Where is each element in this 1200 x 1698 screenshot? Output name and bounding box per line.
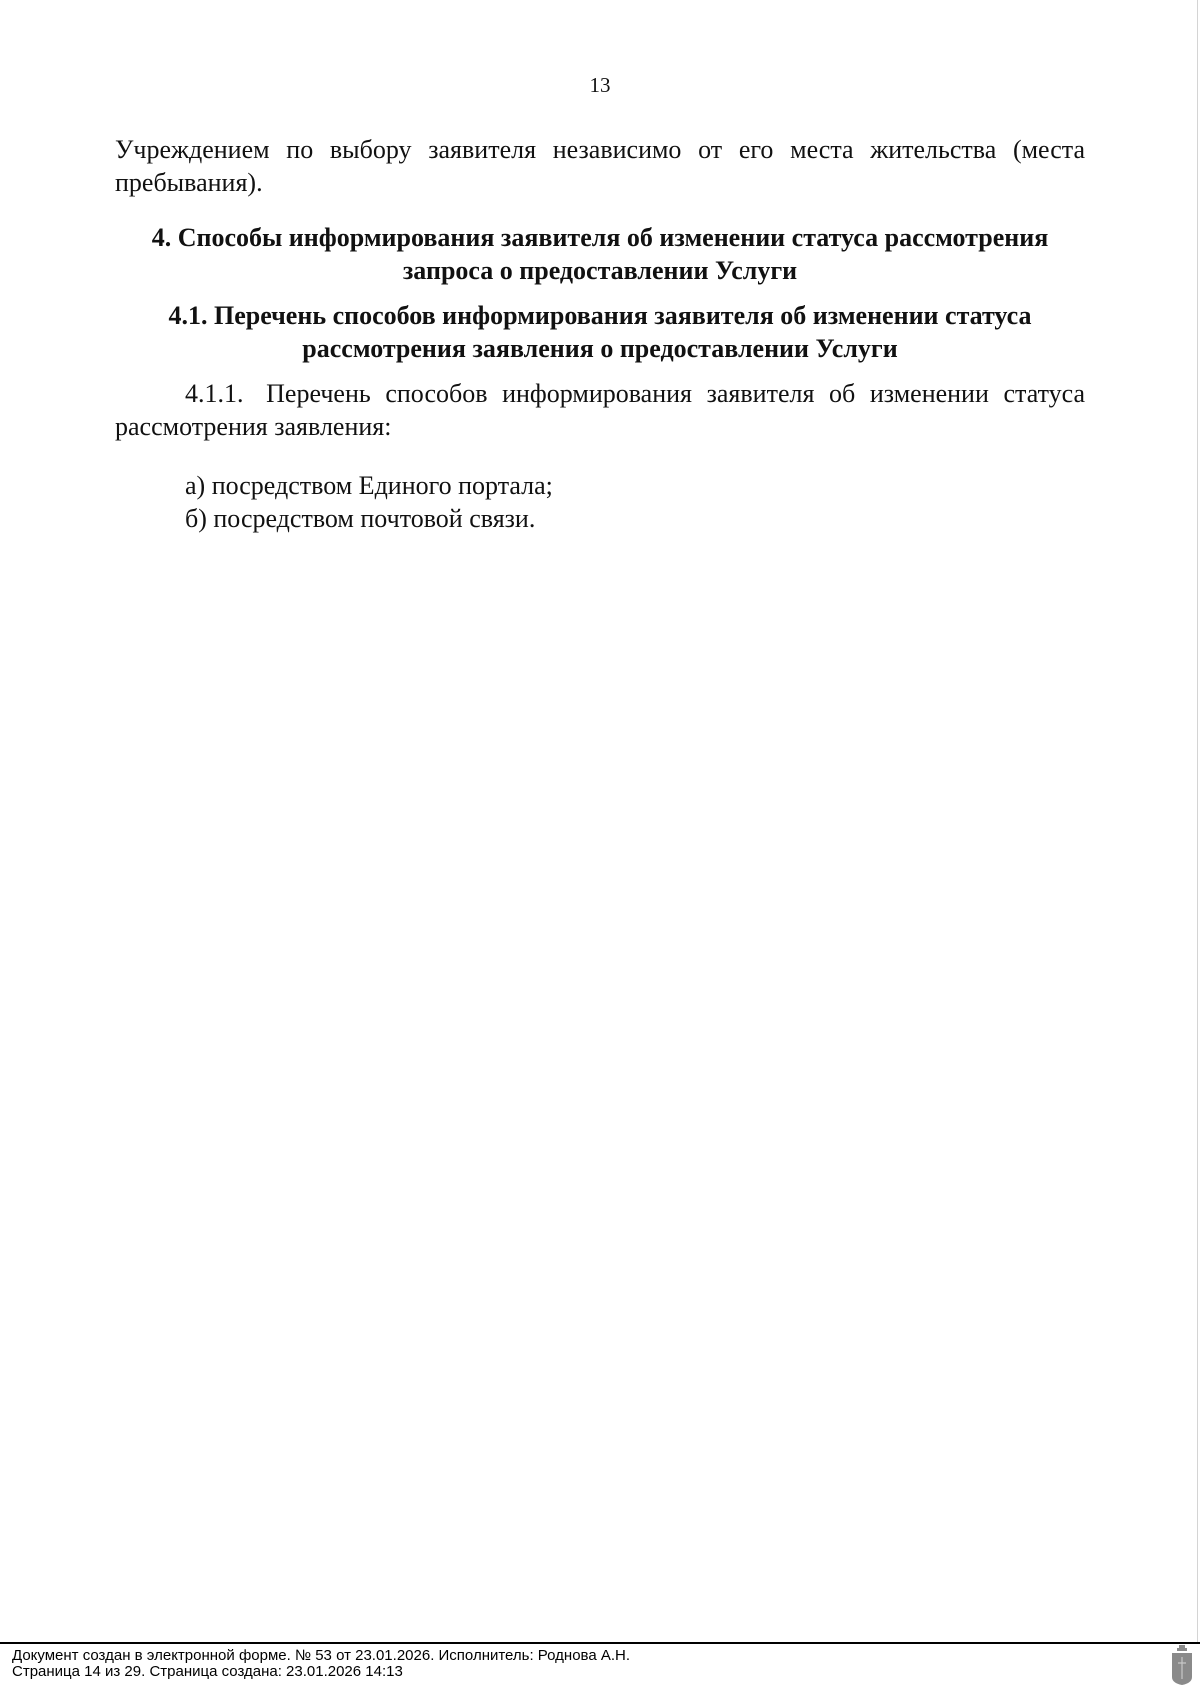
coat-of-arms-icon [1170, 1645, 1194, 1685]
footer-line-page: Страница 14 из 29. Страница создана: 23.01.2026 14:13 [12, 1663, 403, 1680]
clause-paragraph [115, 377, 1085, 443]
page-number: 13 [589, 73, 611, 97]
section-heading: 4. Способы информирования заявителя об изменении статуса рассмотрения запроса о предоставлении Услуги [151, 223, 1049, 285]
list-item: а) посредством Единого портала; [185, 471, 553, 500]
clause-number: 4.1.1. [185, 379, 244, 408]
page-edge [1197, 0, 1198, 1642]
footer-divider [0, 1642, 1200, 1644]
intro-paragraph: Учреждением по выбору заявителя независимо от его места жительства (места пребывания). [115, 135, 1085, 197]
document-body [115, 133, 1085, 535]
subsection-heading: 4.1. Перечень способов информирования заявителя об изменении статуса рассмотрения заявления о предоставлении Услуги [168, 301, 1032, 363]
document-footer [12, 1648, 1112, 1680]
footer-line-document: Документ создан в электронной форме. № 53 от 23.01.2026. Исполнитель: Роднова А.Н. [12, 1647, 631, 1664]
clause-text: Перечень способов информирования заявителя об изменении статуса рассмотрения заявления: [115, 379, 1086, 441]
list-item: б) посредством почтовой связи. [185, 504, 536, 533]
